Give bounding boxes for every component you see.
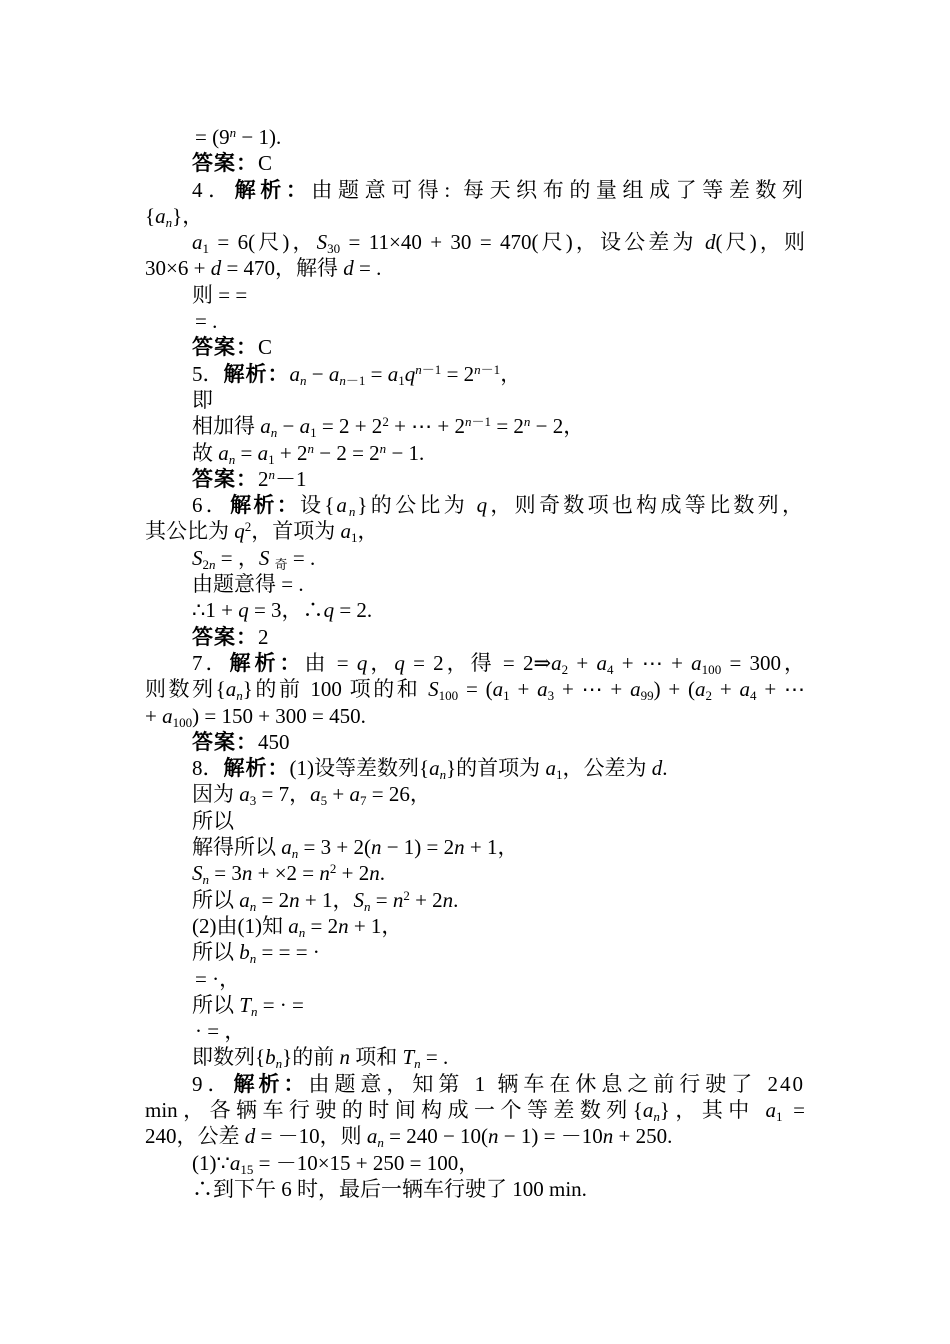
text-line-l20: 答案：2 (192, 624, 269, 649)
text-line-l04: $\{a_n\}$， (145, 203, 204, 230)
text-line-l25: 8．解析：(1)设等差数列$\{a_n\}$的首项为 $a_1$，公差为 d. (192, 756, 668, 783)
text-line-l27: 所以 (192, 808, 234, 833)
text-line-l26: 因为 $a_3 = 7$，$a_5 + a_7 = 26$， (192, 782, 431, 809)
text-line-l06: 30×6 + d = 470，解得 d = . (145, 256, 382, 281)
text-line-l35: · = ， (195, 1019, 246, 1044)
text-line-l31: (2)由(1)知 $a_n = 2n + 1$， (192, 913, 403, 940)
text-line-l33: = ·， (195, 966, 241, 991)
text-line-l32: 所以 $b_n$ = = = · (192, 940, 320, 967)
solution-text-body (145, 124, 805, 1202)
text-line-l11: 即 (192, 387, 213, 412)
text-line-l39: 240，公差 d = －10，则 $a_n = 240 - 10(n - 1) = -10n + 250$. (145, 1124, 673, 1151)
text-line-l03: 4．解析：由题意可得: 每天织布的量组成了等差数列 (192, 177, 805, 202)
text-line-l21: 7．解析：由 = q，q = 2，得 = $2\Rightarrow a_2 + a_4$ + ⋯ + $a_{100} = 300$， (192, 650, 806, 677)
text-line-l19: ∴1 + q = 3，∴q = 2. (192, 598, 373, 623)
text-line-l38: min，各辆车行驶的时间构成一个等差数列$\{a_n\}$，其中 $a_1$ = (145, 1097, 805, 1124)
text-line-l34: 所以 $T_n$ = · = (192, 992, 304, 1019)
text-line-l01: = $(9^n - 1)$. (195, 124, 282, 149)
text-line-l12: 相加得 $a_n - a_1 = 2 + 2^2$ + ⋯ + $2^{n-1} = 2^n - 2$， (192, 414, 585, 441)
text-line-l18: 由题意得 = . (192, 572, 304, 597)
text-line-l41: ∴到下午 6 时，最后一辆车行驶了 100 min. (192, 1176, 587, 1201)
text-line-l05: $a_1 = 6$(尺)，$S_{30} = 11\times 40 + 30 = 470$(尺)，设公差为 d(尺)，则 (192, 230, 805, 257)
text-line-l15: 6．解析：设$\{a_n\}$的公比为 q，则奇数项也构成等比数列， (192, 493, 805, 520)
text-line-l16: 其公比为 $q^2$，首项为 $a_1$， (145, 519, 379, 546)
text-line-l29: $S_n = 3n + \times 2 = n^2 + 2n$. (192, 861, 385, 888)
text-line-l09: 答案：C (192, 335, 273, 360)
text-line-l10: 5．解析：$a_n - a_{n-1} = a_1q^{n-1} = 2^{n-1}$， (192, 361, 522, 388)
text-line-l13: 故 $a_n = a_1 + 2^n - 2 = 2^n - 1$. (192, 440, 425, 467)
text-line-l02: 答案：C (192, 151, 273, 176)
text-line-l08: = . (195, 309, 218, 334)
text-line-l17: $S_{2n}$ = ，S $_奇$ = . (192, 545, 316, 572)
text-line-l37: 9．解析：由题意，知第 1 辆车在休息之前行驶了 240 (192, 1071, 806, 1096)
text-line-l36: 即数列$\{b_n\}$的前 n 项和 $T_n$ = . (192, 1045, 449, 1072)
text-line-l40: $(1)\because a_{15} = -10\times 15 + 250 = 100$， (192, 1150, 480, 1177)
text-line-l14: 答案：$2^n-1$ (192, 466, 307, 491)
text-line-l22: 则数列$\{a_n\}$的前 100 项的和 $S_{100} = (a_1 + a_3$ + ⋯ + $a_{99}) + (a_2 + a_4$ + ⋯ (145, 677, 806, 704)
text-line-l28: 解得所以 $a_n = 3 + 2(n - 1) = 2n + 1$， (192, 835, 519, 861)
text-line-l23: + $a_{100}) = 150 + 300 = 450$. (145, 703, 366, 730)
text-line-l07: 则 = = (192, 282, 248, 307)
text-line-l30: 所以 $a_n = 2n + 1$，$S_n = n^2 + 2n$. (192, 887, 459, 914)
text-line-l24: 答案：450 (192, 729, 290, 754)
